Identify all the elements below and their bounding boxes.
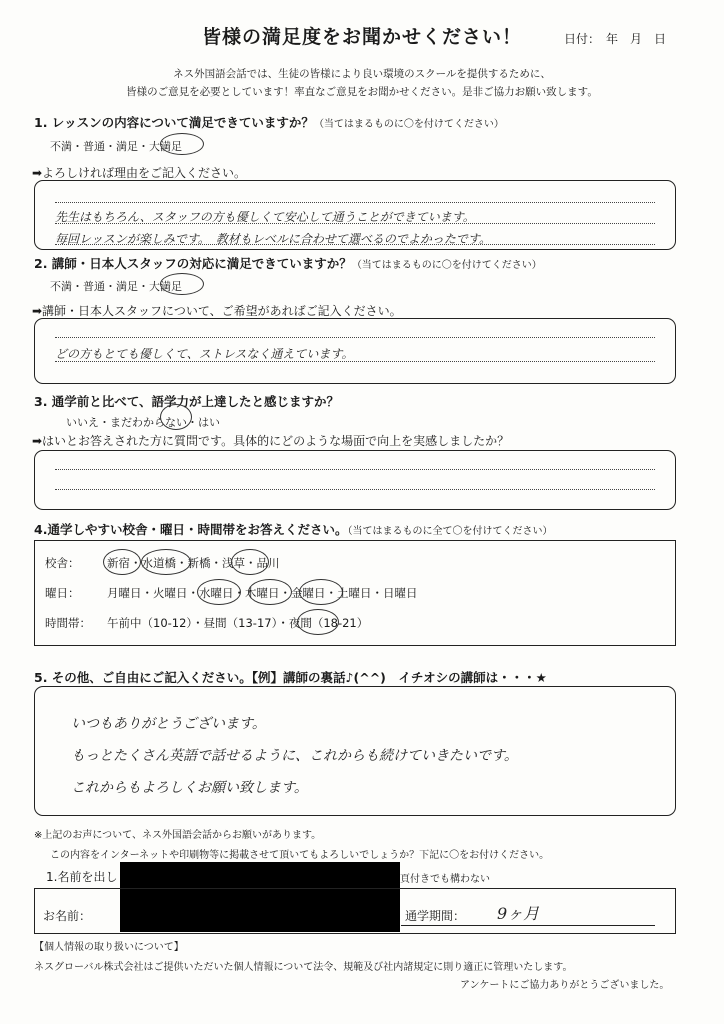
q5-answer-line-3: これからもよろしくお願い致します。: [71, 780, 308, 796]
weekday-circle-1: [197, 579, 241, 605]
weekday-values[interactable]: 月曜日・火曜日・水曜日・木曜日・金曜日・土曜日・日曜日: [107, 586, 418, 600]
timeslot-circle: [297, 609, 339, 635]
campus-circle-1: [103, 549, 141, 575]
q3-selected-circle: [160, 404, 192, 430]
thanks-text: アンケートにご協力ありがとうございました。: [460, 980, 670, 991]
q5-answer-box[interactable]: [34, 686, 676, 816]
weekday-circle-2: [248, 579, 292, 605]
q2-answer-line-1: どの方もとても優しくて、ストレスなく通えています。: [55, 347, 354, 361]
period-value: 9ヶ月: [497, 904, 540, 923]
q1-reason-prompt: ➡よろしければ理由をご記入ください。: [32, 166, 247, 180]
q1-options: 不満・普通・満足・大満足: [50, 140, 182, 153]
publish-option-tail[interactable]: 頁付きでも構わない: [400, 874, 490, 885]
campus-label: 校舎：: [45, 556, 80, 570]
campus-values[interactable]: 新宿・水道橋・新橋・浅草・品川: [107, 556, 280, 570]
campus-circle-2: [141, 549, 191, 575]
intro-line-1: ネス外国語会話では、生徒の皆様により良い環境のスクールを提供するために、: [173, 68, 551, 80]
q5-answer-line-2: もっとたくさん英語で話せるように、これからも続けていきたいです。: [71, 748, 518, 764]
footer-request: この内容をインターネットや印刷物等に掲載させて頂いてもよろしいでしょうか？下記に〇をお付けください。: [50, 850, 550, 861]
q2-question-text: 2. 講師・日本人スタッフの対応に満足できていますか？: [34, 256, 352, 271]
q3-reason-prompt: ➡はいとお答えされた方に質問です。具体的にどのような場面で向上を実感しましたか？: [32, 434, 510, 448]
q4-note: （当てはまるものに全て〇を付けてください）: [347, 526, 553, 537]
privacy-text: ネスグローバル株式会社はご提供いただいた個人情報について法令、規範及び社内諸規定に則り適正に管理いたします。: [34, 962, 573, 973]
timeslot-values[interactable]: 午前中（10-12）・昼間（13-17）・夜間（18-21）: [107, 616, 369, 630]
q2-question: [34, 254, 542, 272]
q1-selected-circle: [160, 133, 204, 155]
q5-answer-line-1: いつもありがとうございます。: [71, 716, 266, 732]
q1-answer-line-1: 先生はもちろん、スタッフの方も優しくて安心して通うことができています。: [55, 210, 475, 224]
date-label: 日付： 年 月 日: [563, 32, 666, 46]
q1-answer-box[interactable]: [34, 180, 676, 250]
period-label: 通学期間：: [405, 909, 466, 923]
q4-question: [34, 520, 552, 538]
name-box: [34, 888, 676, 934]
privacy-title: 【個人情報の取り扱いについて】: [34, 942, 184, 953]
name-label: お名前：: [43, 909, 92, 923]
q2-options: 不満・普通・満足・大満足: [50, 280, 182, 293]
q2-note: （当てはまるものに〇を付けてください）: [351, 260, 542, 271]
q4-options-box: [34, 540, 676, 646]
q2-selected-circle: [160, 273, 204, 295]
timeslot-label: 時間帯：: [45, 616, 91, 630]
q2-answer-box[interactable]: [34, 318, 676, 384]
q1-question-text: 1. レッスンの内容について満足できていますか？: [34, 115, 314, 130]
q3-options: いいえ・まだわからない・はい: [66, 416, 220, 429]
q1-question: [34, 113, 504, 131]
publish-option-1[interactable]: 1.名前を出し: [46, 870, 118, 884]
q4-question-text: 4.通学しやすい校舎・曜日・時間帯をお答えください。: [34, 522, 348, 537]
q1-answer-line-2: 毎回レッスンが楽しみです。 教材もレベルに合わせて選べるのでよかったです。: [55, 232, 491, 246]
q3-answer-box[interactable]: [34, 450, 676, 510]
q1-note: （当てはまるものに〇を付けてください）: [313, 119, 504, 130]
footer-notice: ※上記のお声について、ネス外国語会話からお願いがあります。: [34, 830, 322, 841]
campus-circle-3: [231, 549, 269, 575]
weekday-label: 曜日：: [45, 586, 80, 600]
intro-line-2: 皆様のご意見を必要としています！率直なご意見をお聞かせください。是非ご協力お願い致します。: [126, 86, 598, 98]
q3-question: 3. 通学前と比べて、語学力が上達したと感じますか？: [34, 394, 340, 409]
page-title: 皆様の満足度をお聞かせください！: [201, 26, 522, 48]
weekday-circle-3: [299, 579, 343, 605]
q5-question: 5. その他、ご自由にご記入ください。【例】講師の裏話♪(^^) イチオシの講師は・・・★: [34, 670, 547, 685]
q2-reason-prompt: ➡講師・日本人スタッフについて、ご希望があればご記入ください。: [32, 304, 402, 318]
